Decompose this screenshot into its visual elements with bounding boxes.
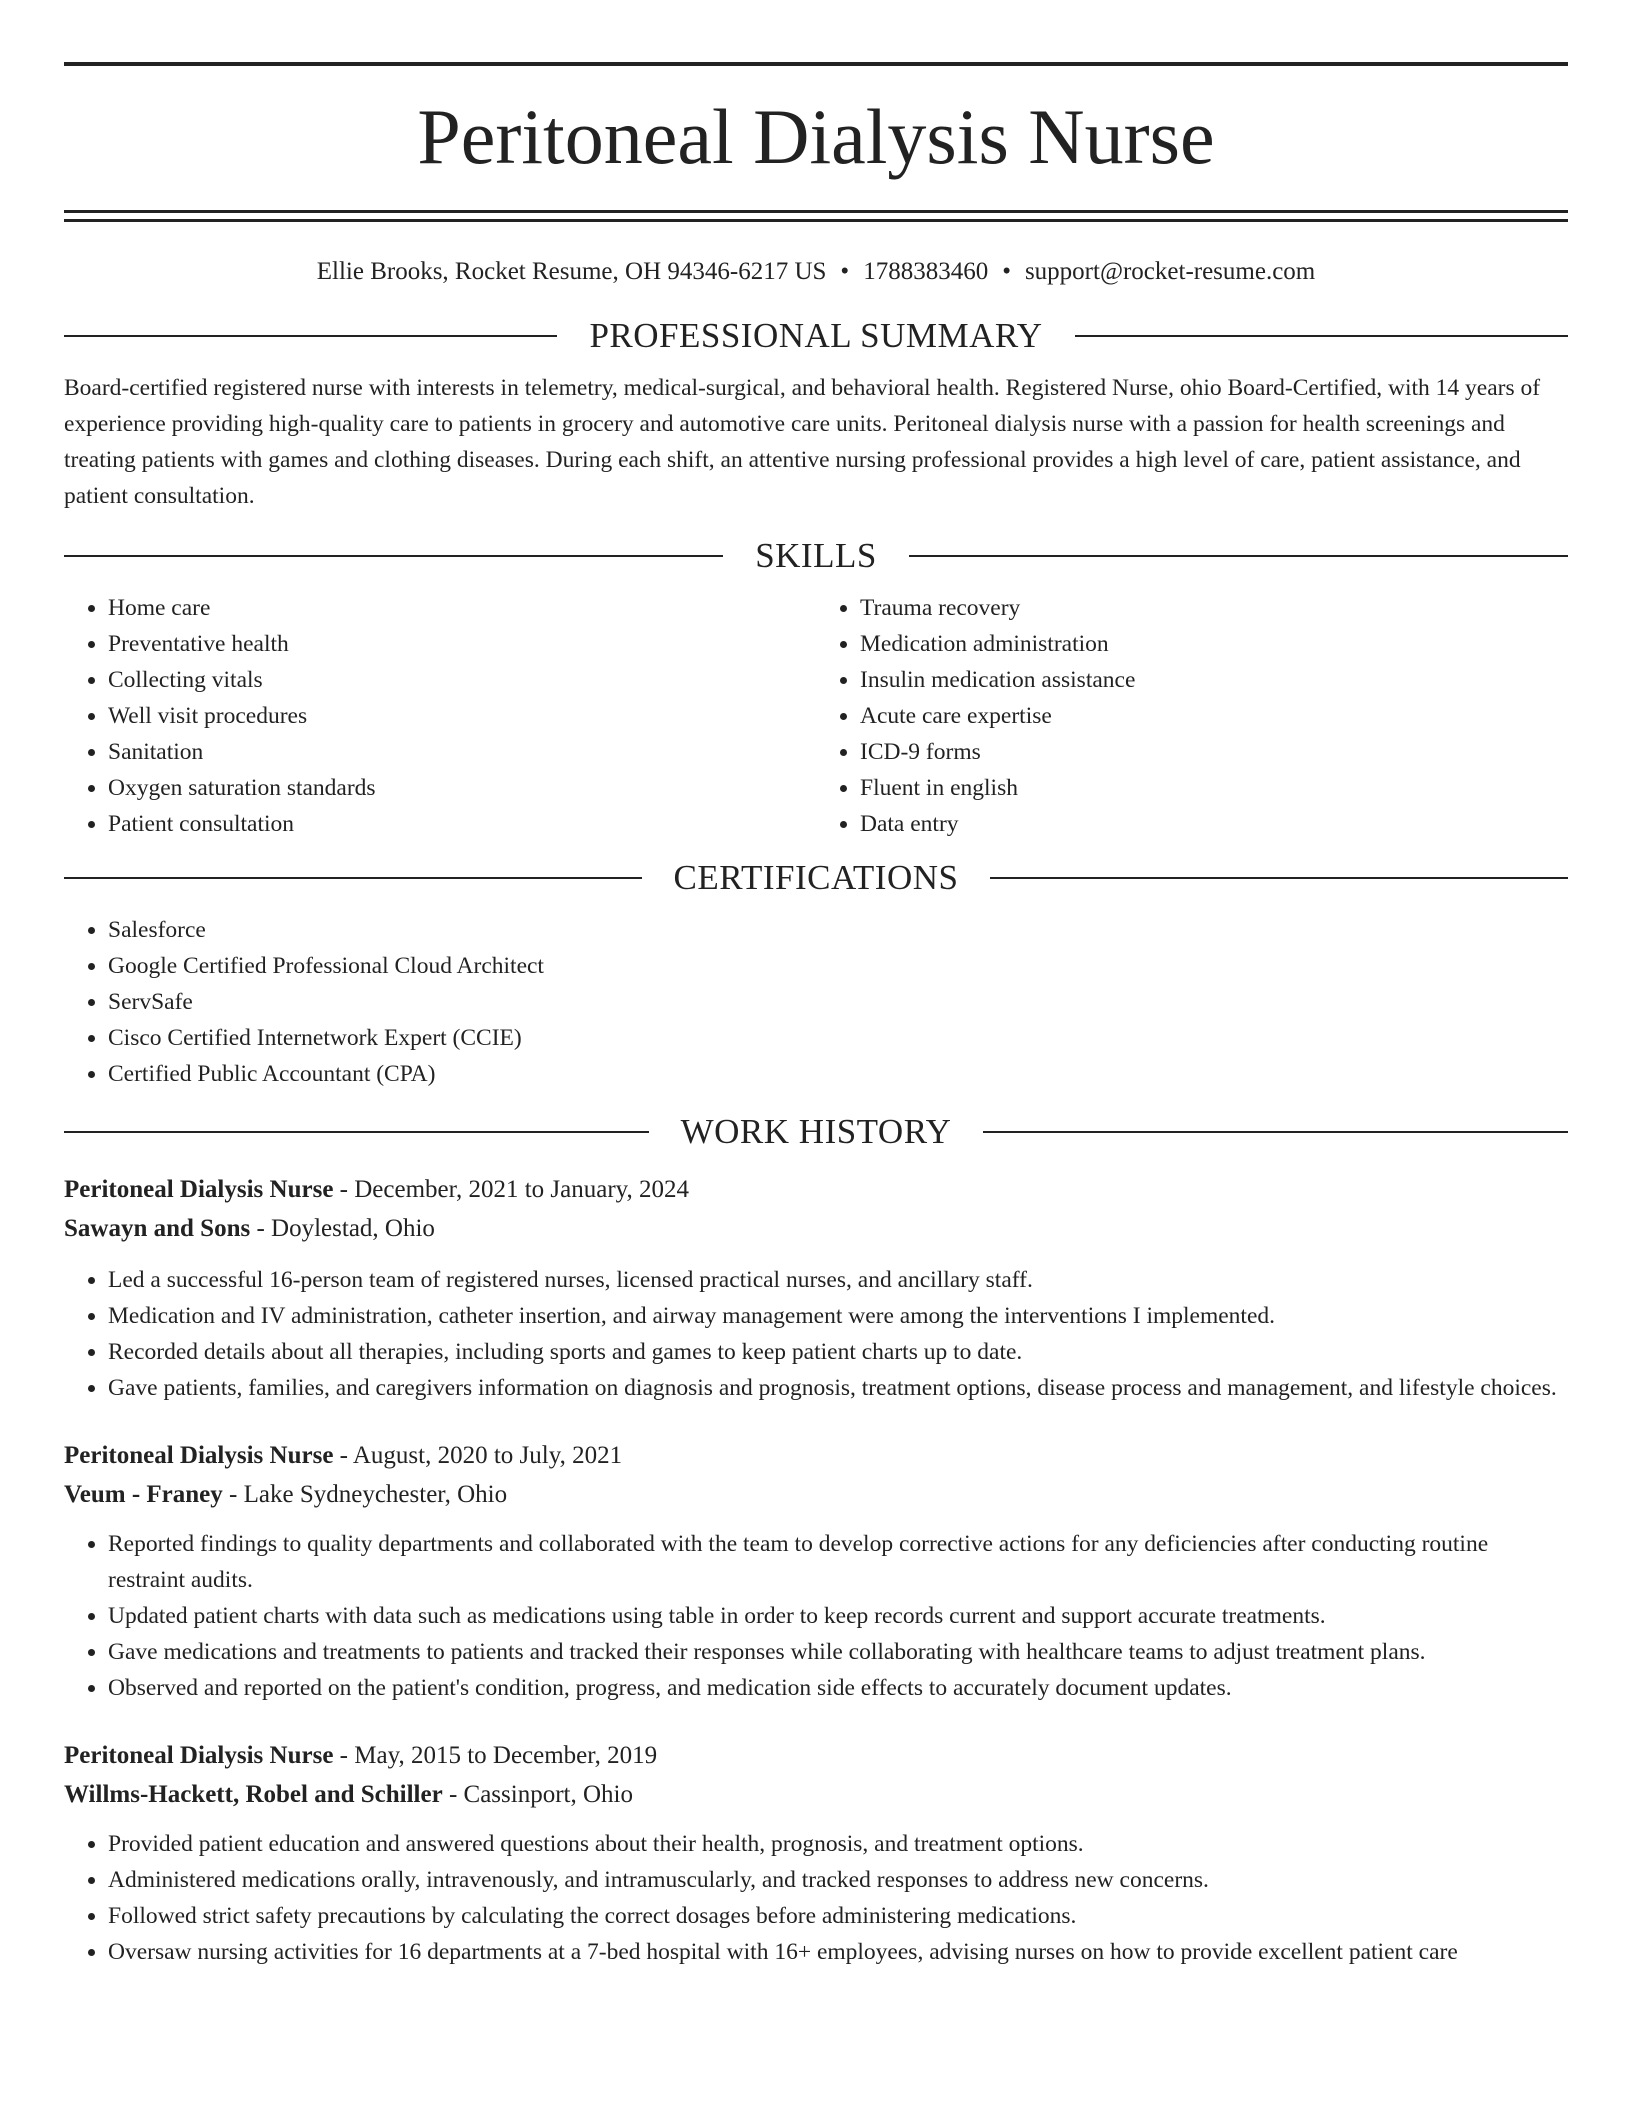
divider bbox=[983, 1131, 1568, 1133]
list-item: • Provided patient education and answered questions about their health, prognosis, and treatment options. bbox=[108, 1826, 1568, 1862]
section-title: PROFESSIONAL SUMMARY bbox=[589, 316, 1043, 355]
section-title: SKILLS bbox=[755, 536, 877, 575]
job-company: Willms-Hackett, Robel and Schiller bbox=[64, 1781, 443, 1808]
contact-email: support@rocket-resume.com bbox=[1024, 258, 1316, 285]
list-item: • Trauma recovery bbox=[860, 590, 1568, 626]
job-company-line bbox=[64, 1475, 1568, 1514]
dash: - bbox=[442, 1781, 464, 1808]
job-title: Peritoneal Dialysis Nurse bbox=[64, 1176, 334, 1203]
list-item: • Administered medications orally, intravenously, and intramuscularly, and tracked responses to address new concerns. bbox=[108, 1862, 1568, 1898]
contact-separator: • bbox=[840, 258, 850, 285]
list-item: • ServSafe bbox=[108, 984, 1568, 1020]
list-item: • Oxygen saturation standards bbox=[108, 770, 816, 806]
list-item: • Medication administration bbox=[860, 626, 1568, 662]
divider bbox=[64, 555, 723, 557]
list-item: • Insulin medication assistance bbox=[860, 662, 1568, 698]
job-company: Veum - Franey bbox=[64, 1481, 223, 1508]
list-item: • Gave patients, families, and caregivers information on diagnosis and prognosis, treatment options, disease process and management, and lifestyle choices. bbox=[108, 1370, 1568, 1406]
job-company-line bbox=[64, 1209, 1568, 1248]
list-item: • Gave medications and treatments to patients and tracked their responses while collaborating with healthcare teams to adjust treatment plans. bbox=[108, 1634, 1568, 1670]
divider bbox=[64, 335, 557, 337]
job-entry bbox=[64, 1170, 1568, 1406]
list-item: • Acute care expertise bbox=[860, 698, 1568, 734]
dash: - bbox=[222, 1481, 244, 1508]
job-title-line bbox=[64, 1170, 1568, 1209]
dash: - bbox=[250, 1215, 272, 1242]
job-bullets bbox=[64, 1262, 1568, 1406]
job-title: Peritoneal Dialysis Nurse bbox=[64, 1442, 334, 1469]
list-item: • ICD-9 forms bbox=[860, 734, 1568, 770]
list-item: • Recorded details about all therapies, including sports and games to keep patient charts up to date. bbox=[108, 1334, 1568, 1370]
job-location: Lake Sydneychester, Ohio bbox=[243, 1481, 508, 1508]
job-entry bbox=[64, 1436, 1568, 1706]
list-item: • Followed strict safety precautions by calculating the correct dosages before administering medications. bbox=[108, 1898, 1568, 1934]
section-heading-skills bbox=[64, 534, 1568, 578]
job-location: Doylestad, Ohio bbox=[271, 1215, 435, 1242]
divider bbox=[64, 210, 1568, 213]
job-bullets bbox=[64, 1826, 1568, 1970]
list-item: • Fluent in english bbox=[860, 770, 1568, 806]
list-item: • Sanitation bbox=[108, 734, 816, 770]
list-item: • Oversaw nursing activities for 16 departments at a 7-bed hospital with 16+ employees, advising nurses on how to provide excellent patient care bbox=[108, 1934, 1568, 1970]
dash: - bbox=[333, 1442, 353, 1469]
job-location: Cassinport, Ohio bbox=[463, 1781, 633, 1808]
summary-paragraph: Board-certified registered nurse with interests in telemetry, medical-surgical, and behavioral health. Registered Nurse, ohio Board-Certified, with 14 years of experience providing high-quality care to patients in grocery and automotive care units. Peritoneal dialysis nurse with a passion for health screenings and treating patients with games and clothing diseases. During each shift, an attentive nursing professional provides a high level of care, patient assistance, and patient consultation. bbox=[64, 375, 1541, 509]
divider bbox=[1075, 335, 1568, 337]
job-bullets bbox=[64, 1526, 1568, 1706]
list-item: • Data entry bbox=[860, 806, 1568, 842]
list-item: • Patient consultation bbox=[108, 806, 816, 842]
job-company: Sawayn and Sons bbox=[64, 1215, 251, 1242]
section-title: CERTIFICATIONS bbox=[673, 858, 959, 897]
divider bbox=[909, 555, 1568, 557]
list-item: • Collecting vitals bbox=[108, 662, 816, 698]
contact-line bbox=[64, 256, 1568, 288]
skills-columns bbox=[64, 590, 1568, 842]
list-item: • Cisco Certified Internetwork Expert (CCIE) bbox=[108, 1020, 1568, 1056]
section-title: WORK HISTORY bbox=[680, 1112, 952, 1151]
title-block bbox=[64, 62, 1568, 222]
divider bbox=[64, 877, 642, 879]
title-double-rule bbox=[64, 210, 1568, 222]
resume-page bbox=[64, 0, 1568, 1970]
list-item: • Medication and IV administration, catheter insertion, and airway management were among the interventions I implemented. bbox=[108, 1298, 1568, 1334]
dash: - bbox=[333, 1742, 355, 1769]
contact-phone: 1788383460 bbox=[863, 258, 989, 285]
list-item: • Reported findings to quality departments and collaborated with the team to develop corrective actions for any deficiencies after conducting routine restraint audits. bbox=[108, 1526, 1568, 1598]
contact-separator: • bbox=[1002, 258, 1011, 285]
page-title: Peritoneal Dialysis Nurse bbox=[417, 93, 1215, 180]
list-item: • Google Certified Professional Cloud Architect bbox=[108, 948, 1568, 984]
section-heading-work-history bbox=[64, 1110, 1568, 1154]
divider bbox=[990, 877, 1568, 879]
list-item: • Led a successful 16-person team of registered nurses, licensed practical nurses, and ancillary staff. bbox=[108, 1262, 1568, 1298]
job-title: Peritoneal Dialysis Nurse bbox=[64, 1742, 334, 1769]
list-item: • Observed and reported on the patient's condition, progress, and medication side effects to accurately document updates. bbox=[108, 1670, 1568, 1706]
list-item: • Certified Public Accountant (CPA) bbox=[108, 1056, 1568, 1092]
section-heading-summary bbox=[64, 314, 1568, 358]
job-title-line bbox=[64, 1436, 1568, 1475]
divider bbox=[64, 219, 1568, 222]
job-company-line bbox=[64, 1775, 1568, 1814]
certifications-list bbox=[64, 912, 1568, 1092]
job-dates: August, 2020 to July, 2021 bbox=[352, 1442, 623, 1469]
job-entry bbox=[64, 1736, 1568, 1970]
dash: - bbox=[333, 1176, 355, 1203]
job-dates: December, 2021 to January, 2024 bbox=[354, 1176, 690, 1203]
list-item: • Well visit procedures bbox=[108, 698, 816, 734]
list-item: • Home care bbox=[108, 590, 816, 626]
divider bbox=[64, 1131, 649, 1133]
skills-list-right bbox=[816, 590, 1568, 842]
contact-address: Ellie Brooks, Rocket Resume, OH 94346-6217 US bbox=[316, 258, 827, 285]
job-dates: May, 2015 to December, 2019 bbox=[354, 1742, 658, 1769]
list-item: • Updated patient charts with data such as medications using table in order to keep records current and support accurate treatments. bbox=[108, 1598, 1568, 1634]
list-item: • Salesforce bbox=[108, 912, 1568, 948]
skills-list-left bbox=[64, 590, 816, 842]
list-item: • Preventative health bbox=[108, 626, 816, 662]
job-title-line bbox=[64, 1736, 1568, 1775]
section-heading-certifications bbox=[64, 856, 1568, 900]
